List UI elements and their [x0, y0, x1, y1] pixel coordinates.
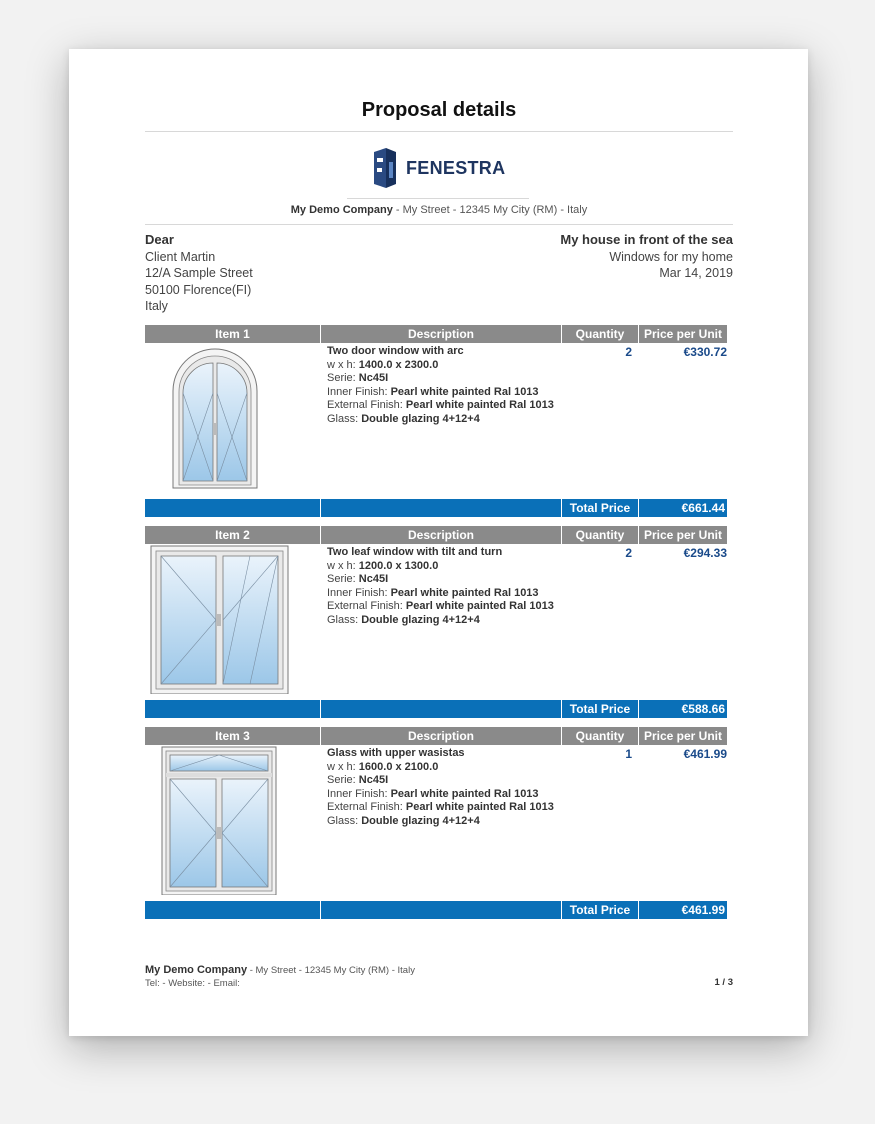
quantity-header: Quantity	[562, 325, 638, 343]
total-label: Total Price	[562, 700, 638, 718]
item-price: €330.72	[683, 345, 727, 359]
fenestra-logo-icon	[372, 148, 398, 188]
item-external-finish: External Finish: Pearl white painted Ral 1013	[327, 399, 554, 411]
company-address: - My Street - 12345 My City (RM) - Italy	[392, 204, 588, 216]
item-name: Two door window with arc	[327, 345, 464, 357]
recipient-country: Italy	[145, 299, 168, 313]
title-divider	[145, 131, 733, 132]
item-label: Item 2	[145, 526, 320, 544]
description-header: Description	[321, 325, 561, 343]
item-size: w x h: 1600.0 x 2100.0	[327, 760, 439, 773]
greeting: Dear	[145, 232, 174, 247]
footer-company-name: My Demo Company	[145, 964, 248, 976]
total-label: Total Price	[562, 499, 638, 517]
item-inner-finish: Inner Finish: Pearl white painted Ral 1013	[327, 586, 539, 599]
project-subtitle: Windows for my home	[609, 249, 733, 264]
recipient-block	[145, 232, 445, 315]
item-price: €294.33	[683, 546, 727, 560]
footer-contacts: Tel: - Website: - Email:	[145, 977, 240, 989]
item-header	[145, 727, 727, 745]
total-row	[145, 499, 727, 517]
company-divider	[145, 224, 733, 225]
item-serie: Serie: Nc45I	[327, 774, 389, 786]
quantity-header: Quantity	[562, 526, 638, 544]
price-header: Price per Unit	[639, 727, 727, 745]
logo-divider	[347, 198, 529, 199]
item-body	[145, 343, 727, 499]
description-header: Description	[321, 727, 561, 745]
project-title: My house in front of the sea	[560, 232, 733, 247]
recipient-street: 12/A Sample Street	[145, 266, 253, 280]
item-serie: Serie: Nc45I	[327, 573, 389, 585]
item-name: Two leaf window with tilt and turn	[327, 546, 503, 558]
item-inner-finish: Inner Finish: Pearl white painted Ral 1013	[327, 787, 539, 800]
price-header: Price per Unit	[639, 526, 727, 544]
item-quantity: 2	[625, 546, 632, 560]
recipient-name: Client Martin	[145, 249, 216, 264]
item-description	[327, 747, 559, 828]
item-quantity: 1	[625, 747, 632, 761]
item-name: Glass with upper wasistas	[327, 747, 465, 759]
item-price: €461.99	[683, 747, 727, 761]
item-inner-finish: Inner Finish: Pearl white painted Ral 1013	[327, 385, 539, 398]
project-block	[432, 232, 733, 282]
project-date: Mar 14, 2019	[659, 266, 733, 280]
item-header	[145, 325, 727, 343]
item-block-1	[145, 325, 727, 517]
footer-company	[145, 964, 733, 978]
total-row	[145, 700, 727, 718]
proposal-page	[69, 49, 808, 1036]
page-number: 1 / 3	[714, 977, 733, 988]
item-header	[145, 526, 727, 544]
company-name: My Demo Company	[290, 204, 393, 216]
item-label: Item 1	[145, 325, 320, 343]
price-header: Price per Unit	[639, 325, 727, 343]
transom-window-image	[145, 745, 320, 895]
item-external-finish: External Finish: Pearl white painted Ral 1013	[327, 600, 554, 612]
item-body	[145, 745, 727, 901]
item-quantity: 2	[625, 345, 632, 359]
company-logo	[372, 146, 505, 190]
item-label: Item 3	[145, 727, 320, 745]
item-block-2	[145, 526, 727, 718]
page-title: Proposal details	[361, 99, 517, 121]
item-serie: Serie: Nc45I	[327, 372, 389, 384]
arched-window-image	[145, 343, 320, 493]
item-body	[145, 544, 727, 700]
company-line	[145, 204, 733, 216]
total-value: €661.44	[681, 501, 725, 515]
total-row	[145, 901, 727, 919]
page-footer	[145, 964, 733, 990]
item-glass: Glass: Double glazing 4+12+4	[327, 613, 480, 626]
item-description	[327, 345, 559, 426]
total-label: Total Price	[562, 901, 638, 919]
item-glass: Glass: Double glazing 4+12+4	[327, 412, 480, 425]
description-header: Description	[321, 526, 561, 544]
item-glass: Glass: Double glazing 4+12+4	[327, 814, 480, 827]
logo-text: FENESTRA	[406, 157, 506, 178]
footer-address: - My Street - 12345 My City (RM) - Italy	[247, 965, 415, 976]
item-external-finish: External Finish: Pearl white painted Ral 1013	[327, 801, 554, 813]
tilt-turn-window-image	[145, 544, 320, 694]
recipient-city: 50100 Florence(FI)	[145, 282, 252, 297]
item-size: w x h: 1200.0 x 1300.0	[327, 559, 439, 572]
total-value: €588.66	[681, 702, 725, 716]
total-value: €461.99	[681, 903, 725, 917]
quantity-header: Quantity	[562, 727, 638, 745]
item-block-3	[145, 727, 727, 919]
item-description	[327, 546, 559, 627]
item-size: w x h: 1400.0 x 2300.0	[327, 358, 439, 371]
